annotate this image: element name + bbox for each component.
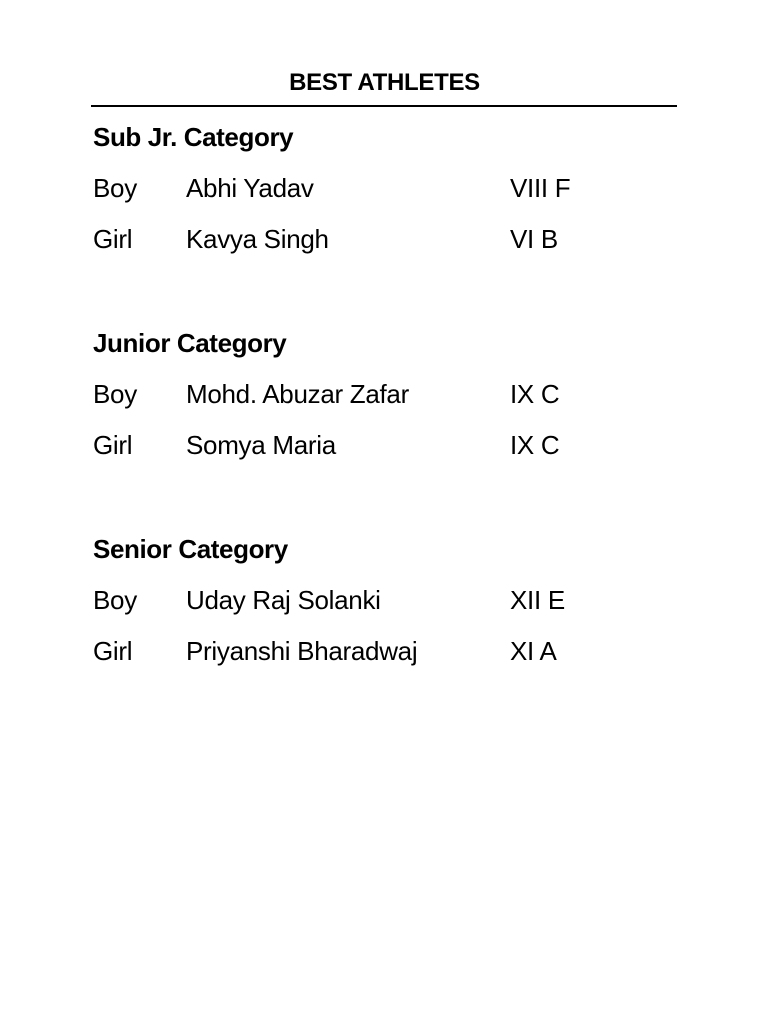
title-underline: [91, 105, 677, 107]
athlete-row: [93, 575, 693, 626]
athlete-row: [93, 420, 693, 471]
section-junior-category: [93, 318, 693, 471]
section-heading: Senior Category: [93, 534, 288, 564]
section-senior-category: [93, 524, 693, 677]
class-cell: VI B: [510, 224, 558, 254]
class-cell: IX C: [510, 379, 560, 409]
class-cell: VIII F: [510, 173, 571, 203]
name-cell: Priyanshi Bharadwaj: [186, 636, 418, 666]
name-cell: Abhi Yadav: [186, 173, 314, 203]
gender-cell: Boy: [93, 379, 137, 409]
class-cell: XI A: [510, 636, 557, 666]
athlete-row: [93, 369, 693, 420]
class-cell: XII E: [510, 585, 565, 615]
gender-cell: Girl: [93, 636, 133, 666]
athlete-row: [93, 214, 693, 265]
section-heading: Junior Category: [93, 328, 287, 358]
name-cell: Kavya Singh: [186, 224, 329, 254]
gender-cell: Boy: [93, 173, 137, 203]
section-sub-jr-category: [93, 112, 693, 265]
name-cell: Somya Maria: [186, 430, 336, 460]
document-title: BEST ATHLETES: [289, 69, 480, 96]
section-heading: Sub Jr. Category: [93, 122, 294, 152]
athlete-row: [93, 626, 693, 677]
name-cell: Uday Raj Solanki: [186, 585, 381, 615]
gender-cell: Girl: [93, 224, 133, 254]
class-cell: IX C: [510, 430, 560, 460]
gender-cell: Boy: [93, 585, 137, 615]
name-cell: Mohd. Abuzar Zafar: [186, 379, 409, 409]
athlete-row: [93, 163, 693, 214]
gender-cell: Girl: [93, 430, 133, 460]
